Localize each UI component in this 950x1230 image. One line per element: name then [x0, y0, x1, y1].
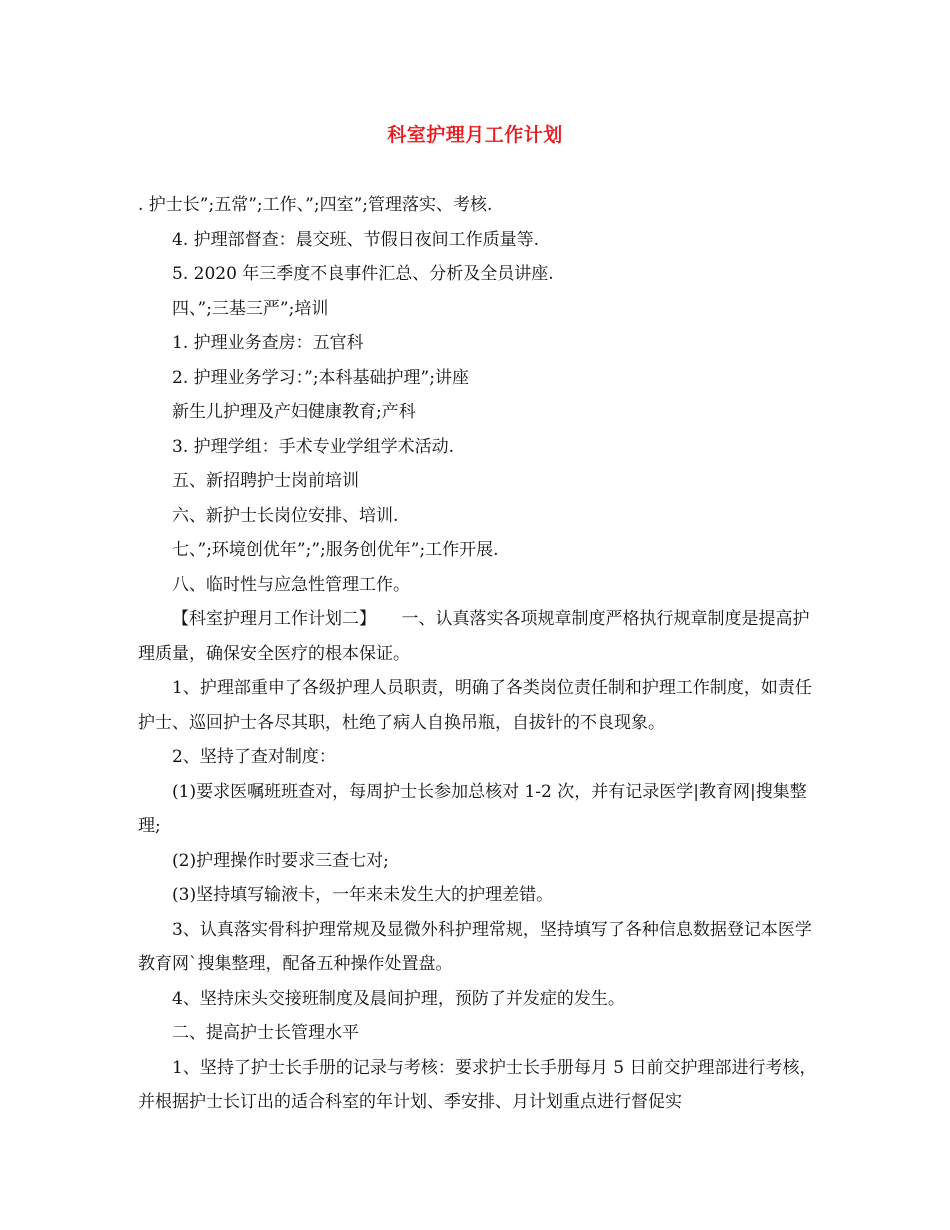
paragraph: 六、新护士长岗位安排、培训. [172, 505, 399, 526]
paragraph: 二、提高护士长管理水平 [172, 1023, 359, 1043]
paragraph: 五、新招聘护士岗前培训 [172, 471, 359, 491]
paragraph: (2)护理操作时要求三查七对; [172, 850, 389, 871]
paragraph: 七、”;环境创优年”;”;服务创优年”;工作开展. [172, 540, 499, 560]
paragraph: 新生儿护理及产妇健康教育;产科 [172, 402, 416, 422]
paragraph: 2、坚持了查对制度： [172, 747, 336, 767]
paragraph: (1)要求医嘱班班查对，每周护士长参加总核对 1-2 次，并有记录医学|教育网|搜集整理; [138, 781, 807, 836]
paragraph: 3. 护理学组：手术专业学组学术活动. [172, 436, 455, 457]
document-body [138, 188, 818, 1120]
paragraph: (3)坚持填写输液卡，一年来未发生大的护理差错。 [172, 885, 554, 905]
paragraph: 3、认真落实骨科护理常规及显微外科护理常规，坚持填写了各种信息数据登记本医学教育网`搜集整理，配备五种操作处置盘。 [138, 919, 812, 974]
document-title: 科室护理月工作计划 [387, 124, 563, 146]
paragraph: 5. 2020 年三季度不良事件汇总、分析及全员讲座. [172, 264, 554, 284]
paragraph: 1、护理部重申了各级护理人员职责，明确了各类岗位责任制和护理工作制度，如责任护士、巡回护士各尽其职，杜绝了病人自换吊瓶，自拔针的不良现象。 [138, 678, 812, 733]
paragraph: 4. 护理部督查：晨交班、节假日夜间工作质量等. [172, 229, 540, 250]
paragraph: 【科室护理月工作计划二】 一、认真落实各项规章制度严格执行规章制度是提高护理质量，确保安全医疗的根本保证。 [138, 609, 810, 664]
paragraph: 2. 护理业务学习：”;本科基础护理”;讲座 [172, 367, 469, 388]
paragraph: 4、坚持床头交接班制度及晨间护理，预防了并发症的发生。 [172, 988, 625, 1009]
paragraph: 八、临时性与应急性管理工作。 [172, 574, 410, 595]
paragraph: 1. 护理业务查房：五官科 [172, 333, 364, 353]
paragraph: 四、”;三基三严”;培训 [172, 298, 329, 319]
paragraph: 1、坚持了护士长手册的记录与考核：要求护士长手册每月 5 日前交护理部进行考核，并根据护士长订出的适合科室的年计划、季安排、月计划重点进行督促实 [138, 1057, 817, 1112]
paragraph: . 护士长”;五常”;工作、”;四室”;管理落实、考核. [138, 195, 493, 215]
